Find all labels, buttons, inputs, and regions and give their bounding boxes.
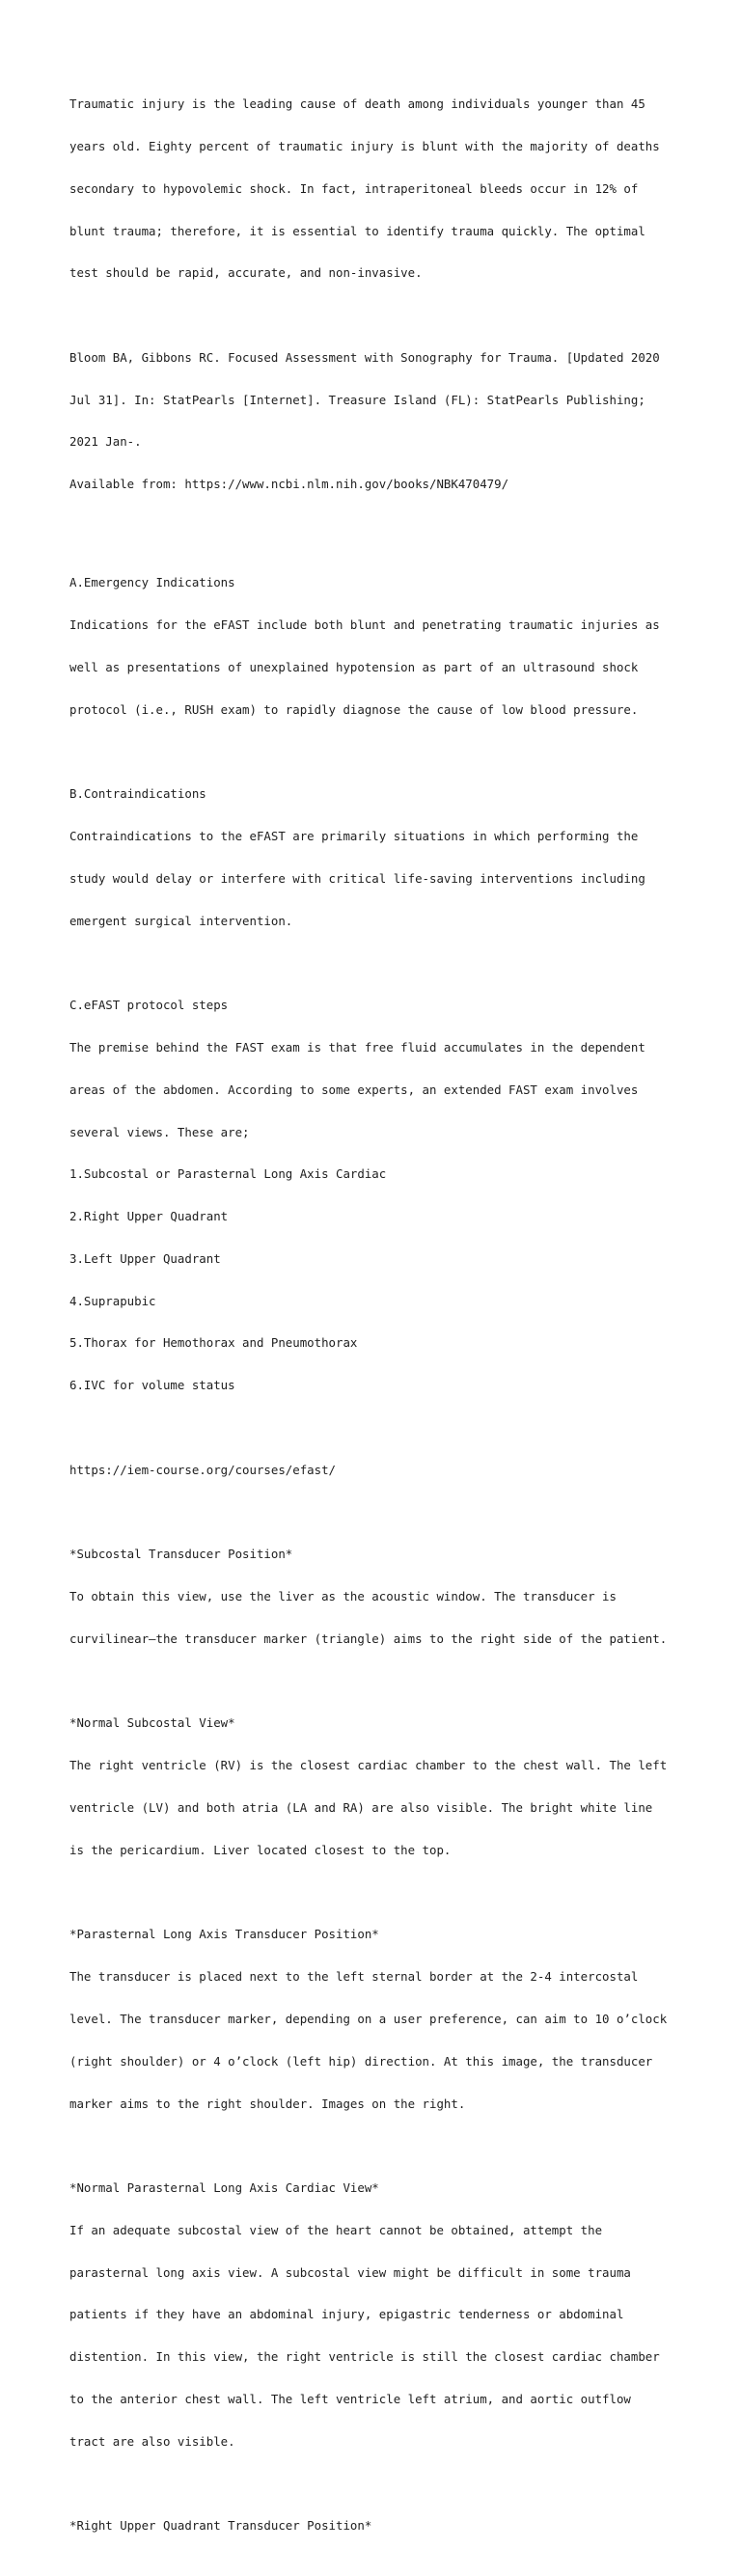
text-line: study would delay or interfere with critical life-saving interventions including [69, 870, 645, 886]
text-line: secondary to hypovolemic shock. In fact, intraperitoneal bleeds occur in 12% of [69, 180, 639, 196]
section-heading: A.Emergency Indications [69, 575, 235, 590]
section-heading: B.Contraindications [69, 786, 206, 802]
citation-paragraph [69, 323, 726, 520]
section-efast-protocol-steps [69, 971, 726, 1421]
section-contraindications [69, 759, 726, 956]
subheading: *Subcostal Transducer Position* [69, 1547, 293, 1562]
subcostal-position-paragraph [69, 1520, 726, 1675]
text-line: Indications for the eFAST include both blunt and penetrating traumatic injuries as [69, 617, 660, 633]
text-line: tract are also visible. [69, 2433, 235, 2449]
text-line: well as presentations of unexplained hypotension as part of an ultrasound shock [69, 659, 639, 674]
text-line: Available from: https://www.ncbi.nlm.nih.gov/books/NBK470479/ [69, 477, 509, 492]
text-line: (right shoulder) or 4 o’clock (left hip) direction. At this image, the transducer [69, 2053, 653, 2069]
course-url-paragraph [69, 1436, 726, 1506]
text-line: If an adequate subcostal view of the heart cannot be obtained, attempt the [69, 2222, 603, 2237]
text-line: test should be rapid, accurate, and non-invasive. [69, 265, 423, 281]
text-line: curvilinear—the transducer marker (triangle) aims to the right side of the patient. [69, 1631, 668, 1646]
text-line: The transducer is placed next to the left sternal border at the 2-4 intercostal [69, 1969, 639, 1985]
text-line: parasternal long axis view. A subcostal view might be difficult in some trauma [69, 2264, 631, 2280]
section-emergency-indications [69, 548, 726, 745]
subheading: *Right Upper Quadrant Transducer Position* [69, 2518, 372, 2534]
list-item: 5.Thorax for Hemothorax and Pneumothorax [69, 1335, 358, 1351]
list-item: 2.Right Upper Quadrant [69, 1209, 229, 1224]
text-line: emergent surgical intervention. [69, 913, 293, 928]
list-item: 6.IVC for volume status [69, 1378, 235, 1393]
text-line: years old. Eighty percent of traumatic injury is blunt with the majority of deaths [69, 138, 660, 153]
text-line: Jul 31]. In: StatPearls [Internet]. Treasure Island (FL): StatPearls Publishing; [69, 392, 645, 407]
text-line: Traumatic injury is the leading cause of death among individuals younger than 45 [69, 96, 645, 112]
list-item: 1.Subcostal or Parasternal Long Axis Cardiac [69, 1166, 387, 1182]
text-line: ventricle (LV) and both atria (LA and RA) are also visible. The bright white line [69, 1800, 653, 1816]
document-page [69, 69, 726, 2576]
text-line: protocol (i.e., RUSH exam) to rapidly diagnose the cause of low blood pressure. [69, 701, 639, 717]
parasternal-position-paragraph [69, 1900, 726, 2139]
text-line: patients if they have an abdominal injury, epigastric tenderness or abdominal [69, 2307, 624, 2322]
normal-parasternal-paragraph [69, 2153, 726, 2478]
text-line: areas of the abdomen. According to some experts, an extended FAST exam involves [69, 1082, 639, 1097]
list-item: 3.Left Upper Quadrant [69, 1250, 221, 1266]
text-line: Contraindications to the eFAST are primarily situations in which performing the [69, 829, 639, 844]
text-line: Bloom BA, Gibbons RC. Focused Assessment with Sonography for Trauma. [Updated 2020 [69, 349, 660, 365]
text-line: The premise behind the FAST exam is that free fluid accumulates in the dependent [69, 1039, 645, 1055]
text-line: is the pericardium. Liver located closest to the top. [69, 1842, 452, 1857]
section-heading: C.eFAST protocol steps [69, 998, 229, 1013]
text-line: marker aims to the right shoulder. Images on the right. [69, 2096, 466, 2111]
text-line: to the anterior chest wall. The left ventricle left atrium, and aortic outflow [69, 2391, 631, 2406]
list-item: 4.Suprapubic [69, 1293, 156, 1308]
text-line: blunt trauma; therefore, it is essential to identify trauma quickly. The optimal [69, 223, 645, 238]
text-line: The right ventricle (RV) is the closest cardiac chamber to the chest wall. The left [69, 1758, 668, 1773]
subheading: *Normal Parasternal Long Axis Cardiac View* [69, 2180, 379, 2196]
text-line: 2021 Jan-. [69, 434, 142, 450]
course-url: https://iem-course.org/courses/efast/ [69, 1462, 337, 1477]
subheading: *Parasternal Long Axis Transducer Position* [69, 1927, 379, 1942]
subheading: *Normal Subcostal View* [69, 1715, 235, 1731]
text-line: several views. These are; [69, 1124, 250, 1139]
text-line: To obtain this view, use the liver as the acoustic window. The transducer is [69, 1589, 617, 1604]
blank-spacer [69, 534, 726, 549]
text-line: level. The transducer marker, depending on a user preference, can aim to 10 o’clock [69, 2011, 668, 2026]
intro-paragraph [69, 69, 726, 309]
normal-subcostal-paragraph [69, 1688, 726, 1885]
ruq-position-paragraph [69, 2491, 726, 2562]
text-line: distention. In this view, the right ventricle is still the closest cardiac chamber [69, 2349, 660, 2365]
